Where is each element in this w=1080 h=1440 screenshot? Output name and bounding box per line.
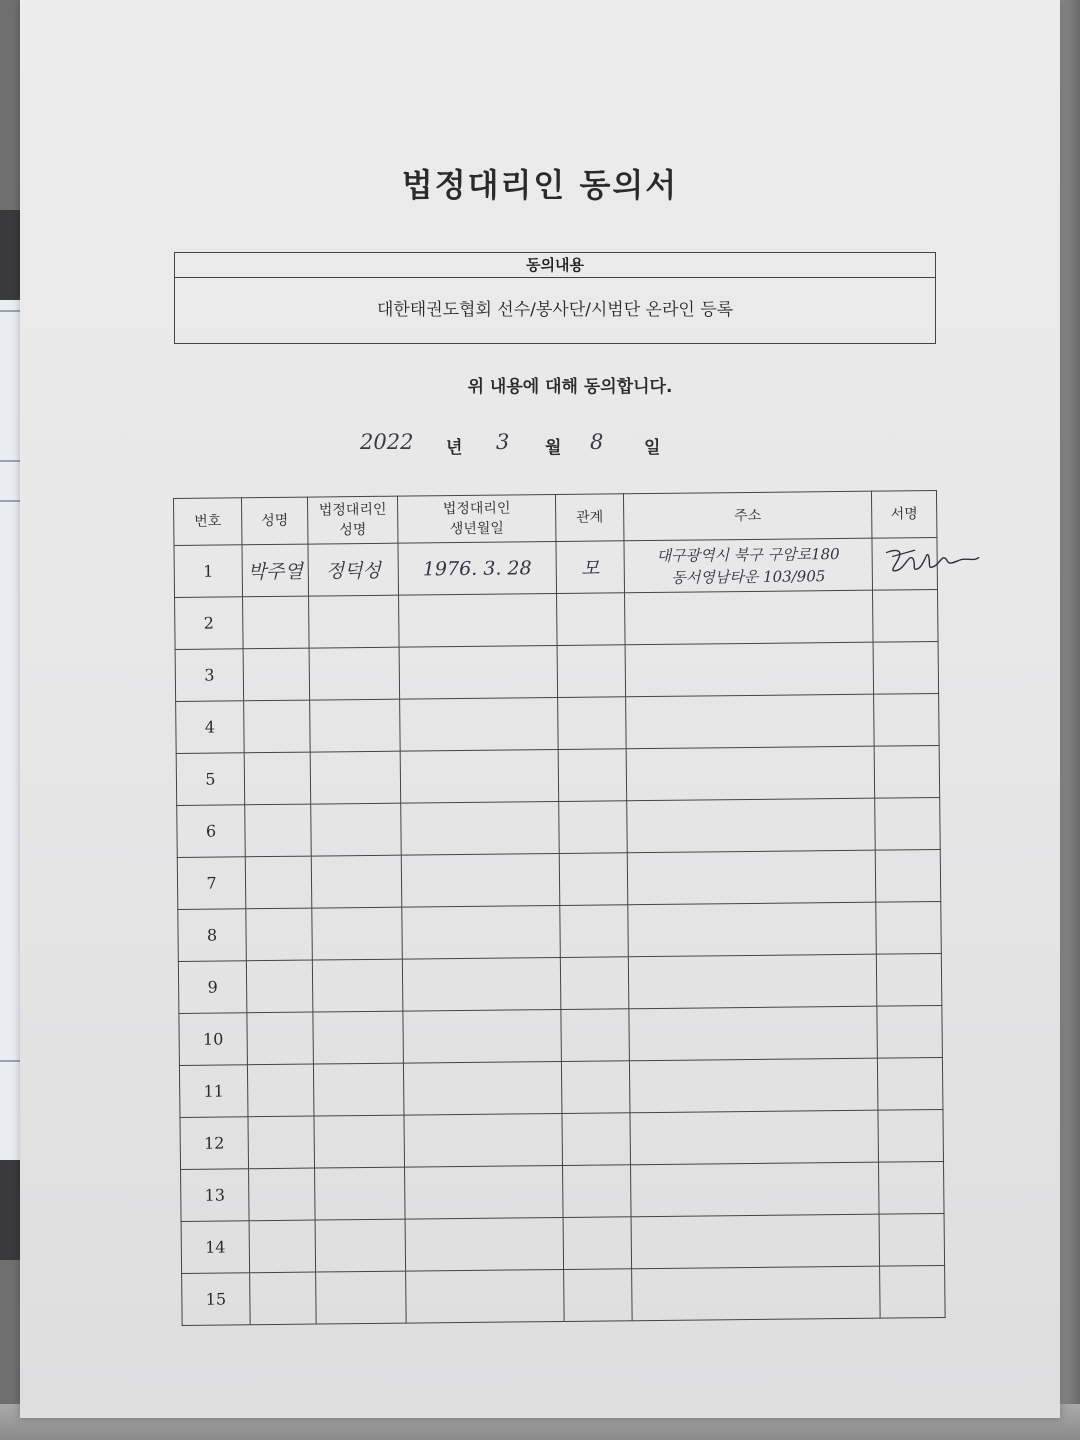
- cell-address-handwritten: [624, 538, 873, 593]
- date-day-unit: 일: [644, 438, 661, 458]
- date-year-handwritten: 2022: [360, 430, 414, 454]
- cell-guardian-name: [313, 1063, 404, 1116]
- cell-relation: [560, 905, 629, 958]
- cell-address: [631, 1214, 880, 1269]
- cell-name: [250, 1272, 317, 1325]
- cell-guardian-name: [315, 1219, 406, 1272]
- cell-signature: [874, 693, 940, 746]
- cell-relation: [563, 1165, 632, 1218]
- cell-address: [628, 954, 877, 1009]
- cell-guardian-name: [312, 907, 403, 960]
- table-row: [179, 1057, 943, 1117]
- cell-number: 10: [179, 1013, 248, 1066]
- table-row: [176, 693, 940, 753]
- cell-guardian-name: [314, 1115, 405, 1168]
- table-row: [174, 538, 938, 598]
- cell-guardian-birthdate: [404, 1113, 563, 1167]
- cell-guardian-birthdate: [406, 1269, 565, 1323]
- cell-guardian-name: [312, 959, 403, 1012]
- agree-statement: 위 내용에 대해 동의합니다.: [467, 377, 673, 397]
- cell-relation: [560, 957, 629, 1010]
- cell-name: [249, 1220, 316, 1273]
- cell-guardian-birthdate: [405, 1217, 564, 1271]
- cell-guardian-name: [311, 855, 402, 908]
- cell-relation-handwritten: 모: [556, 541, 625, 594]
- cell-guardian-name: [315, 1167, 406, 1220]
- cell-name: [245, 804, 312, 857]
- cell-guardian-name: [311, 803, 402, 856]
- cell-guardian-birthdate: [401, 853, 560, 907]
- cell-address: [627, 850, 876, 905]
- cell-guardian-birthdate: [400, 749, 559, 803]
- cell-guardian-name: [313, 1011, 404, 1064]
- cell-relation: [559, 801, 628, 854]
- cell-number: 7: [177, 857, 246, 910]
- cell-guardian-name-handwritten: 정덕성: [308, 543, 399, 596]
- cell-guardian-birthdate: [400, 697, 559, 751]
- cell-number: 14: [181, 1221, 250, 1274]
- cell-signature: [878, 1161, 944, 1214]
- table-row: [177, 797, 941, 857]
- cell-guardian-birthdate: [399, 645, 558, 699]
- cell-signature: [873, 589, 939, 642]
- cell-guardian-name: [309, 595, 400, 648]
- cell-name: [244, 700, 311, 753]
- cell-guardian-name: [310, 699, 401, 752]
- cell-signature: [874, 745, 940, 798]
- cell-address-line1: 대구광역시 북구 구암로180: [656, 544, 840, 565]
- cell-number: 13: [181, 1169, 250, 1222]
- table-row: [180, 1109, 944, 1169]
- document-title: 법정대리인 동의서: [401, 166, 679, 204]
- cell-name: [247, 1012, 314, 1065]
- table-row: [176, 745, 940, 805]
- cell-relation: [561, 1009, 630, 1062]
- cell-signature: [878, 1109, 944, 1162]
- header-guardian-name-line1: 법정대리인: [318, 501, 387, 519]
- header-guardian-name: [307, 496, 397, 544]
- cell-guardian-name: [309, 647, 400, 700]
- cell-relation: [557, 645, 626, 698]
- cell-name: [245, 856, 312, 909]
- date-month-unit: 월: [545, 438, 562, 458]
- cell-relation: [564, 1269, 633, 1322]
- cell-signature: [875, 849, 941, 902]
- signature-scribble: [882, 540, 982, 585]
- cell-name: [246, 908, 313, 961]
- cell-signature: [872, 538, 938, 591]
- table-header-row: [174, 491, 937, 546]
- cell-address: [629, 1058, 878, 1113]
- cell-name: [243, 596, 310, 649]
- cell-name: [244, 752, 311, 805]
- header-address: 주소: [623, 491, 871, 541]
- cell-address-line2: 동서영남타운 103/905: [671, 566, 826, 587]
- header-guardian-name-line2: 성명: [339, 521, 367, 539]
- paper-sheet: [20, 0, 1060, 1418]
- cell-signature: [876, 953, 942, 1006]
- cell-guardian-birthdate: [399, 593, 558, 647]
- cell-number: 1: [174, 545, 243, 598]
- date-year-unit: 년: [446, 438, 463, 458]
- consent-content-box: [174, 252, 936, 344]
- date-month-handwritten: 3: [496, 430, 510, 454]
- cell-signature: [877, 1057, 943, 1110]
- cell-number: 6: [177, 805, 246, 858]
- cell-relation: [559, 853, 628, 906]
- cell-guardian-name: [310, 751, 401, 804]
- cell-number: 15: [182, 1273, 251, 1326]
- cell-relation: [561, 1061, 630, 1114]
- cell-name-handwritten: 박주열: [242, 544, 309, 597]
- cell-number: 3: [175, 649, 244, 702]
- cell-number: 5: [176, 753, 245, 806]
- cell-signature: [879, 1213, 945, 1266]
- registration-table: [173, 490, 946, 1326]
- table-row: [179, 1005, 943, 1065]
- cell-name: [243, 648, 310, 701]
- cell-guardian-birthdate: [403, 1061, 562, 1115]
- cell-number: 4: [176, 701, 245, 754]
- header-guardian-birthdate-line1: 법정대리인: [442, 500, 511, 518]
- cell-address: [627, 798, 876, 853]
- cell-guardian-birthdate: [402, 905, 561, 959]
- cell-guardian-name: [316, 1271, 407, 1324]
- table-row: [178, 901, 942, 961]
- cell-signature: [877, 1005, 943, 1058]
- cell-relation: [563, 1217, 632, 1270]
- cell-relation: [558, 697, 627, 750]
- cell-address: [625, 590, 874, 645]
- cell-address: [631, 1162, 880, 1217]
- cell-address: [625, 642, 874, 697]
- cell-name: [246, 960, 313, 1013]
- cell-number: 8: [178, 909, 247, 962]
- cell-name: [247, 1064, 314, 1117]
- cell-address: [628, 902, 877, 957]
- cell-guardian-birthdate: [405, 1165, 564, 1219]
- table-row: [181, 1161, 945, 1221]
- date-day-handwritten: 8: [590, 430, 604, 454]
- header-guardian-birthdate-line2: 생년월일: [449, 520, 504, 538]
- header-relation: 관계: [555, 494, 623, 542]
- header-guardian-birthdate: [397, 494, 555, 543]
- cell-signature: [880, 1265, 946, 1318]
- cell-signature: [876, 901, 942, 954]
- cell-guardian-birthdate: [401, 801, 560, 855]
- cell-number: 11: [179, 1065, 248, 1118]
- cell-relation: [557, 593, 626, 646]
- cell-relation: [558, 749, 627, 802]
- header-number: 번호: [174, 498, 242, 546]
- cell-address: [632, 1266, 881, 1321]
- cell-number: 12: [180, 1117, 249, 1170]
- cell-guardian-birthdate: [403, 1009, 562, 1063]
- cell-number: 9: [178, 961, 247, 1014]
- cell-relation: [562, 1113, 631, 1166]
- cell-guardian-birthdate-handwritten: 1976. 3. 28: [398, 541, 557, 595]
- cell-name: [248, 1116, 315, 1169]
- cell-number: 2: [175, 597, 244, 650]
- table-row: [177, 849, 941, 909]
- table-row: [175, 589, 939, 649]
- cell-address: [629, 1006, 878, 1061]
- consent-content-header: 동의내용: [175, 253, 935, 278]
- cell-address: [626, 694, 875, 749]
- cell-signature: [873, 641, 939, 694]
- cell-address: [630, 1110, 879, 1165]
- table-row: [182, 1265, 946, 1325]
- cell-address: [626, 746, 875, 801]
- header-signature: 서명: [871, 491, 936, 539]
- cell-guardian-birthdate: [402, 957, 561, 1011]
- table-row: [178, 953, 942, 1013]
- cell-name: [249, 1168, 316, 1221]
- table-row: [175, 641, 939, 701]
- table-row: [181, 1213, 945, 1273]
- consent-content-body: 대한태권도협회 선수/봉사단/시범단 온라인 등록: [376, 300, 734, 320]
- cell-signature: [875, 797, 941, 850]
- header-name: 성명: [242, 497, 308, 545]
